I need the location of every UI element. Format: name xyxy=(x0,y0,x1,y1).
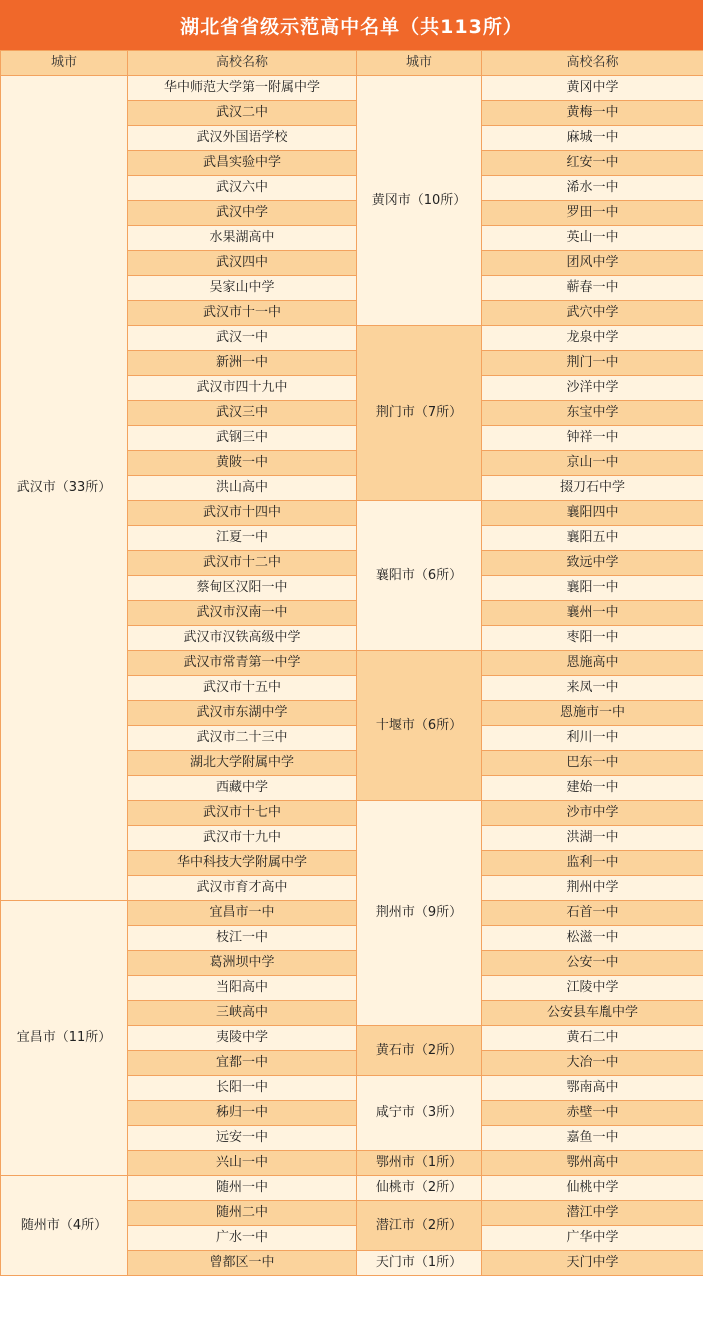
city-cell: 武汉市（33所） xyxy=(1,76,128,901)
school-name-cell: 蕲春一中 xyxy=(482,276,703,301)
school-name-cell: 武昌实验中学 xyxy=(128,151,357,176)
school-name-cell: 华中科技大学附属中学 xyxy=(128,851,357,876)
school-name-cell: 新洲一中 xyxy=(128,351,357,376)
school-name-cell: 武汉市汉铁高级中学 xyxy=(128,626,357,651)
school-name-cell: 随州二中 xyxy=(128,1201,357,1226)
school-name-cell: 武汉市十二中 xyxy=(128,551,357,576)
school-name-cell: 广华中学 xyxy=(482,1226,703,1251)
city-cell: 咸宁市（3所） xyxy=(357,1076,482,1151)
school-name-cell: 枝江一中 xyxy=(128,926,357,951)
school-name-cell: 赤壁一中 xyxy=(482,1101,703,1126)
school-name-cell: 沙洋中学 xyxy=(482,376,703,401)
school-name-cell: 远安一中 xyxy=(128,1126,357,1151)
header-city-right: 城市 xyxy=(357,51,482,76)
school-name-cell: 武汉四中 xyxy=(128,251,357,276)
school-name-cell: 武汉市十一中 xyxy=(128,301,357,326)
city-cell: 襄阳市（6所） xyxy=(357,501,482,651)
school-name-cell: 武汉市十九中 xyxy=(128,826,357,851)
school-name-cell: 监利一中 xyxy=(482,851,703,876)
city-cell: 天门市（1所） xyxy=(357,1251,482,1276)
school-name-cell: 麻城一中 xyxy=(482,126,703,151)
table-row xyxy=(1,76,703,101)
school-name-cell: 公安一中 xyxy=(482,951,703,976)
school-name-cell: 京山一中 xyxy=(482,451,703,476)
school-name-cell: 英山一中 xyxy=(482,226,703,251)
school-name-cell: 广水一中 xyxy=(128,1226,357,1251)
school-name-cell: 红安一中 xyxy=(482,151,703,176)
school-name-cell: 巴东一中 xyxy=(482,751,703,776)
school-name-cell: 武汉市十四中 xyxy=(128,501,357,526)
city-cell: 十堰市（6所） xyxy=(357,651,482,801)
school-name-cell: 华中师范大学第一附属中学 xyxy=(128,76,357,101)
school-name-cell: 江陵中学 xyxy=(482,976,703,1001)
school-name-cell: 浠水一中 xyxy=(482,176,703,201)
school-name-cell: 武汉二中 xyxy=(128,101,357,126)
school-name-cell: 洪湖一中 xyxy=(482,826,703,851)
school-name-cell: 鄂南高中 xyxy=(482,1076,703,1101)
school-name-cell: 西藏中学 xyxy=(128,776,357,801)
school-name-cell: 武汉一中 xyxy=(128,326,357,351)
school-name-cell: 掇刀石中学 xyxy=(482,476,703,501)
school-name-cell: 潜江中学 xyxy=(482,1201,703,1226)
header-city-left: 城市 xyxy=(1,51,128,76)
city-cell: 荆州市（9所） xyxy=(357,801,482,1026)
school-name-cell: 秭归一中 xyxy=(128,1101,357,1126)
school-table xyxy=(0,50,703,1276)
school-name-cell: 武汉市汉南一中 xyxy=(128,601,357,626)
school-name-cell: 建始一中 xyxy=(482,776,703,801)
school-name-cell: 吴家山中学 xyxy=(128,276,357,301)
school-name-cell: 嘉鱼一中 xyxy=(482,1126,703,1151)
school-name-cell: 襄阳一中 xyxy=(482,576,703,601)
school-name-cell: 大冶一中 xyxy=(482,1051,703,1076)
school-name-cell: 罗田一中 xyxy=(482,201,703,226)
table-row xyxy=(1,901,703,926)
school-name-cell: 枣阳一中 xyxy=(482,626,703,651)
school-name-cell: 当阳高中 xyxy=(128,976,357,1001)
school-name-cell: 武汉市常青第一中学 xyxy=(128,651,357,676)
city-cell: 潜江市（2所） xyxy=(357,1201,482,1251)
school-name-cell: 恩施市一中 xyxy=(482,701,703,726)
school-name-cell: 襄州一中 xyxy=(482,601,703,626)
city-cell: 黄石市（2所） xyxy=(357,1026,482,1076)
city-cell: 宜昌市（11所） xyxy=(1,901,128,1176)
school-name-cell: 松滋一中 xyxy=(482,926,703,951)
school-name-cell: 武汉市东湖中学 xyxy=(128,701,357,726)
school-name-cell: 长阳一中 xyxy=(128,1076,357,1101)
school-name-cell: 武汉市四十九中 xyxy=(128,376,357,401)
school-name-cell: 公安县车胤中学 xyxy=(482,1001,703,1026)
school-name-cell: 沙市中学 xyxy=(482,801,703,826)
city-cell: 仙桃市（2所） xyxy=(357,1176,482,1201)
school-name-cell: 洪山高中 xyxy=(128,476,357,501)
school-name-cell: 仙桃中学 xyxy=(482,1176,703,1201)
school-name-cell: 武汉市二十三中 xyxy=(128,726,357,751)
school-name-cell: 武钢三中 xyxy=(128,426,357,451)
school-name-cell: 宜昌市一中 xyxy=(128,901,357,926)
school-name-cell: 武汉市育才高中 xyxy=(128,876,357,901)
school-name-cell: 致远中学 xyxy=(482,551,703,576)
school-name-cell: 利川一中 xyxy=(482,726,703,751)
school-name-cell: 水果湖高中 xyxy=(128,226,357,251)
school-name-cell: 江夏一中 xyxy=(128,526,357,551)
school-name-cell: 宜都一中 xyxy=(128,1051,357,1076)
city-cell: 鄂州市（1所） xyxy=(357,1151,482,1176)
school-name-cell: 襄阳四中 xyxy=(482,501,703,526)
school-name-cell: 黄陂一中 xyxy=(128,451,357,476)
school-name-cell: 荆州中学 xyxy=(482,876,703,901)
school-name-cell: 曾都区一中 xyxy=(128,1251,357,1276)
school-name-cell: 来凤一中 xyxy=(482,676,703,701)
school-name-cell: 黄冈中学 xyxy=(482,76,703,101)
page-title: 湖北省省级示范高中名单（共113所） xyxy=(0,0,703,50)
school-name-cell: 蔡甸区汉阳一中 xyxy=(128,576,357,601)
school-name-cell: 恩施高中 xyxy=(482,651,703,676)
city-cell: 随州市（4所） xyxy=(1,1176,128,1276)
school-name-cell: 武汉市十七中 xyxy=(128,801,357,826)
school-name-cell: 武汉市十五中 xyxy=(128,676,357,701)
table-body xyxy=(1,76,703,1276)
school-name-cell: 武汉外国语学校 xyxy=(128,126,357,151)
school-name-cell: 武穴中学 xyxy=(482,301,703,326)
school-name-cell: 荆门一中 xyxy=(482,351,703,376)
school-name-cell: 武汉三中 xyxy=(128,401,357,426)
school-name-cell: 随州一中 xyxy=(128,1176,357,1201)
table-header-row xyxy=(1,51,703,76)
city-cell: 荆门市（7所） xyxy=(357,326,482,501)
city-cell: 黄冈市（10所） xyxy=(357,76,482,326)
header-school-left: 高校名称 xyxy=(128,51,357,76)
school-name-cell: 石首一中 xyxy=(482,901,703,926)
school-name-cell: 鄂州高中 xyxy=(482,1151,703,1176)
school-name-cell: 襄阳五中 xyxy=(482,526,703,551)
school-name-cell: 武汉中学 xyxy=(128,201,357,226)
school-name-cell: 团风中学 xyxy=(482,251,703,276)
school-name-cell: 钟祥一中 xyxy=(482,426,703,451)
school-name-cell: 龙泉中学 xyxy=(482,326,703,351)
school-name-cell: 夷陵中学 xyxy=(128,1026,357,1051)
school-name-cell: 湖北大学附属中学 xyxy=(128,751,357,776)
school-name-cell: 三峡高中 xyxy=(128,1001,357,1026)
header-school-right: 高校名称 xyxy=(482,51,703,76)
school-name-cell: 黄石二中 xyxy=(482,1026,703,1051)
school-name-cell: 兴山一中 xyxy=(128,1151,357,1176)
school-name-cell: 东宝中学 xyxy=(482,401,703,426)
school-name-cell: 天门中学 xyxy=(482,1251,703,1276)
school-name-cell: 葛洲坝中学 xyxy=(128,951,357,976)
school-name-cell: 武汉六中 xyxy=(128,176,357,201)
school-name-cell: 黄梅一中 xyxy=(482,101,703,126)
table-row xyxy=(1,1176,703,1201)
